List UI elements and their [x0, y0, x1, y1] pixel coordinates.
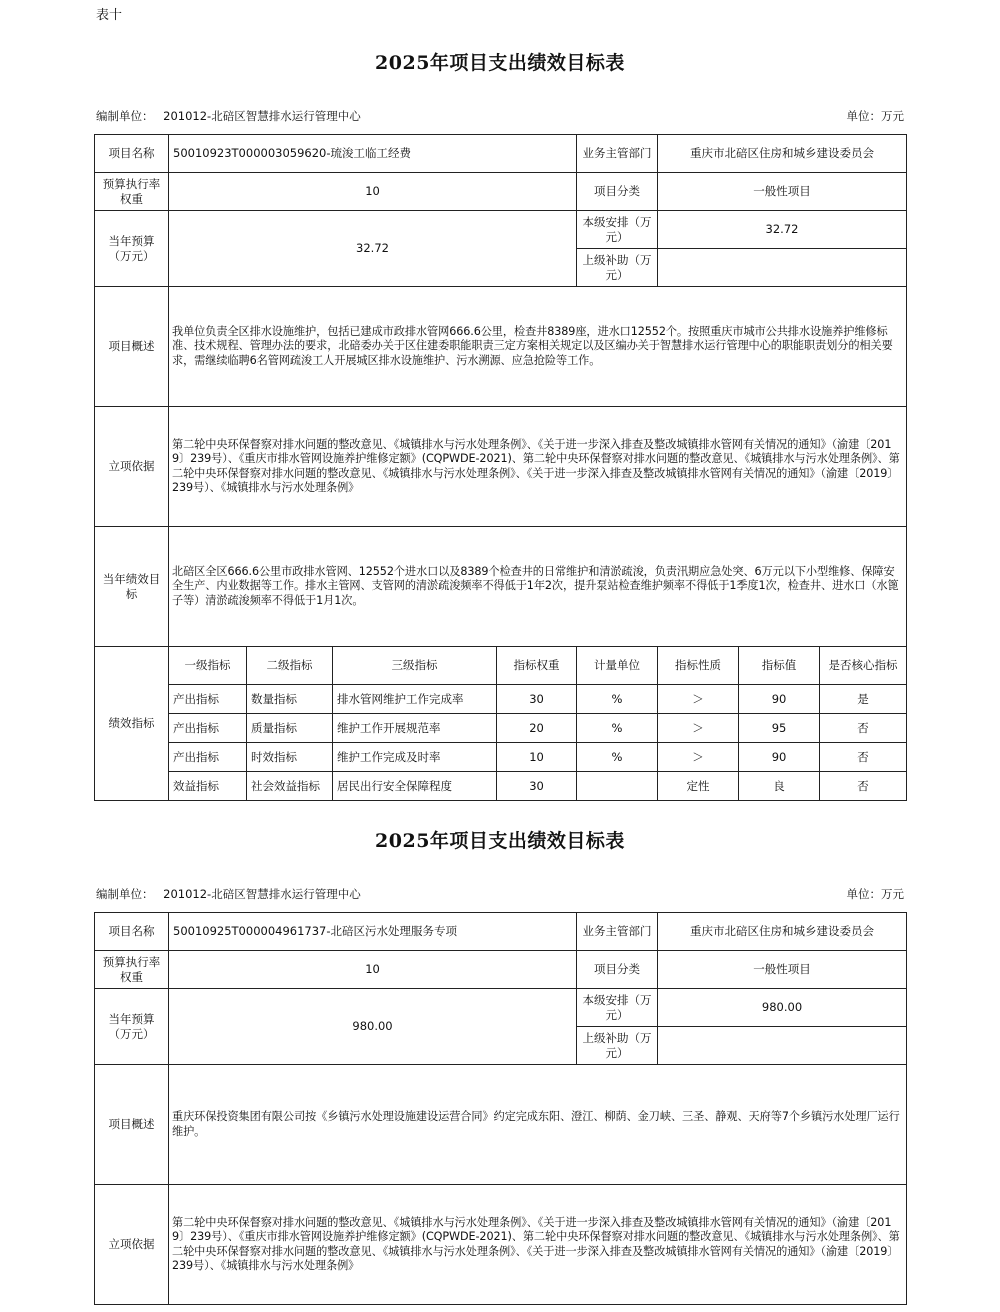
indicator-cell: 30 — [497, 685, 577, 714]
project-name-value: 50010923T000003059620-琉浚工临工经费 — [169, 135, 577, 173]
org-value: 201012-北碚区智慧排水运行管理中心 — [163, 109, 361, 123]
dept-value: 重庆市北碚区住房和城乡建设委员会 — [658, 913, 907, 951]
local-label: 本级安排（万元） — [577, 989, 658, 1027]
basis-text: 第二轮中央环保督察对排水问题的整改意见、《城镇排水与污水处理条例》、《关于进一步深入排查及整改城镇排水管网有关情况的通知》（渝建〔2019〕239号）、《重庆市排水管网设施养护维修定额》(CQPWDE-2021)、第二轮中央环保督察对排水问题的整改意见、《城镇排水与污水处理条例》、第二轮中央环保督察对排水问题的整改意见、《城镇排水与污水处理条例》、《关于进一步深入排查及整改城镇排水管网有关情况的通知》（渝建〔2019〕239号）、《城镇排水与污水处理条例》 — [169, 407, 907, 527]
local-value: 980.00 — [658, 989, 907, 1027]
indicator-cell: ＞ — [658, 685, 739, 714]
indicator-header: 指标性质 — [658, 647, 739, 685]
indicator-row — [95, 685, 907, 714]
indicator-cell: 定性 — [658, 772, 739, 801]
overview-label: 项目概述 — [95, 1065, 169, 1185]
superior-value — [658, 249, 907, 287]
table2-title: 2025年项目支出绩效目标表 — [375, 830, 625, 852]
indicator-cell: % — [577, 685, 658, 714]
performance-table-2 — [94, 912, 907, 1305]
indicator-cell: 效益指标 — [169, 772, 247, 801]
basis-text: 第二轮中央环保督察对排水问题的整改意见、《城镇排水与污水处理条例》、《关于进一步深入排查及整改城镇排水管网有关情况的通知》（渝建〔2019〕239号）、《重庆市排水管网设施养护维修定额》(CQPWDE-2021)、第二轮中央环保督察对排水问题的整改意见、《城镇排水与污水处理条例》、第二轮中央环保督察对排水问题的整改意见、《城镇排水与污水处理条例》、《关于进一步深入排查及整改城镇排水管网有关情况的通知》（渝建〔2019〕239号）、《城镇排水与污水处理条例》 — [169, 1185, 907, 1305]
indicator-header: 三级指标 — [333, 647, 497, 685]
budget-value: 980.00 — [169, 989, 577, 1065]
indicator-row — [95, 714, 907, 743]
weight-value: 10 — [169, 951, 577, 989]
indicator-cell: 否 — [820, 714, 907, 743]
indicator-header: 二级指标 — [247, 647, 333, 685]
performance-table-1 — [94, 134, 907, 801]
basis-label: 立项依据 — [95, 1185, 169, 1305]
unit-label: 单位：万元 — [846, 887, 904, 901]
indicator-cell: 维护工作开展规范率 — [333, 714, 497, 743]
local-label: 本级安排（万元） — [577, 211, 658, 249]
org-label: 编制单位： — [96, 887, 154, 901]
project-name-value: 50010925T000004961737-北碚区污水处理服务专项 — [169, 913, 577, 951]
weight-label: 预算执行率权重 — [95, 951, 169, 989]
superior-label: 上级补助（万元） — [577, 249, 658, 287]
indicator-cell: % — [577, 714, 658, 743]
overview-label: 项目概述 — [95, 287, 169, 407]
indicator-cell: 20 — [497, 714, 577, 743]
indicator-header: 计量单位 — [577, 647, 658, 685]
indicator-header: 一级指标 — [169, 647, 247, 685]
indicator-header: 指标权重 — [497, 647, 577, 685]
indicator-row — [95, 743, 907, 772]
overview-text: 重庆环保投资集团有限公司按《乡镇污水处理设施建设运营合同》约定完成东阳、澄江、柳荫、金刀峡、三圣、静观、天府等7个乡镇污水处理厂运行维护。 — [169, 1065, 907, 1185]
dept-value: 重庆市北碚区住房和城乡建设委员会 — [658, 135, 907, 173]
category-label: 项目分类 — [577, 951, 658, 989]
category-label: 项目分类 — [577, 173, 658, 211]
indicator-cell — [577, 772, 658, 801]
indicator-cell: 排水管网维护工作完成率 — [333, 685, 497, 714]
indicator-cell: 数量指标 — [247, 685, 333, 714]
indicator-cell: 90 — [739, 743, 820, 772]
local-value: 32.72 — [658, 211, 907, 249]
indicator-cell: 社会效益指标 — [247, 772, 333, 801]
org-value: 201012-北碚区智慧排水运行管理中心 — [163, 887, 361, 901]
superior-value — [658, 1027, 907, 1065]
table1-meta — [96, 108, 904, 124]
indicator-cell: 产出指标 — [169, 743, 247, 772]
basis-label: 立项依据 — [95, 407, 169, 527]
indicator-cell: 时效指标 — [247, 743, 333, 772]
indicator-header: 是否核心指标 — [820, 647, 907, 685]
indicator-cell: 产出指标 — [169, 714, 247, 743]
budget-label: 当年预算（万元） — [95, 211, 169, 287]
budget-label: 当年预算（万元） — [95, 989, 169, 1065]
indicator-cell: 是 — [820, 685, 907, 714]
dept-label: 业务主管部门 — [577, 913, 658, 951]
category-value: 一般性项目 — [658, 951, 907, 989]
project-name-label: 项目名称 — [95, 135, 169, 173]
weight-value: 10 — [169, 173, 577, 211]
goal-text: 北碚区全区666.6公里市政排水管网、12552个进水口以及8389个检查井的日常维护和清淤疏浚，负责汛期应急处突、6万元以下小型维修、保障安全生产、内业数据等工作。排水主管网、支管网的清淤疏浚频率不得低于1年2次，提升泵站检查维护频率不得低于1季度1次，检查井、进水口（水篦子等）清淤疏浚频率不得低于1月1次。 — [169, 527, 907, 647]
dept-label: 业务主管部门 — [577, 135, 658, 173]
superior-label: 上级补助（万元） — [577, 1027, 658, 1065]
indicator-cell: 居民出行安全保障程度 — [333, 772, 497, 801]
table-number-label: 表十 — [96, 8, 123, 23]
unit-label: 单位：万元 — [846, 109, 904, 123]
indicator-header: 指标值 — [739, 647, 820, 685]
goal-label: 当年绩效目标 — [95, 527, 169, 647]
indicator-cell: 否 — [820, 772, 907, 801]
indicator-cell: 产出指标 — [169, 685, 247, 714]
project-name-label: 项目名称 — [95, 913, 169, 951]
indicators-label: 绩效指标 — [95, 647, 169, 801]
indicator-cell: % — [577, 743, 658, 772]
indicator-cell: 否 — [820, 743, 907, 772]
indicator-cell: 95 — [739, 714, 820, 743]
category-value: 一般性项目 — [658, 173, 907, 211]
indicator-cell: 30 — [497, 772, 577, 801]
table1-title: 2025年项目支出绩效目标表 — [375, 52, 625, 74]
indicator-cell: 质量指标 — [247, 714, 333, 743]
table2-meta — [96, 886, 904, 902]
indicator-cell: ＞ — [658, 743, 739, 772]
indicator-cell: 90 — [739, 685, 820, 714]
indicator-cell: 10 — [497, 743, 577, 772]
indicator-cell: 维护工作完成及时率 — [333, 743, 497, 772]
indicator-row — [95, 772, 907, 801]
weight-label: 预算执行率权重 — [95, 173, 169, 211]
org-label: 编制单位： — [96, 109, 154, 123]
indicator-cell: 良 — [739, 772, 820, 801]
overview-text: 我单位负责全区排水设施维护，包括已建成市政排水管网666.6公里，检查井8389座，进水口12552个。按照重庆市城市公共排水设施养护维修标准、技术规程、管理办法的要求，北碚委办关于区住建委职能职责三定方案相关规定以及区编办关于智慧排水运行管理中心的职能职责划分的相关要求，需继续临聘6名管网疏浚工人开展城区排水设施维护、污水溯源、应急抢险等工作。 — [169, 287, 907, 407]
budget-value: 32.72 — [169, 211, 577, 287]
indicator-cell: ＞ — [658, 714, 739, 743]
